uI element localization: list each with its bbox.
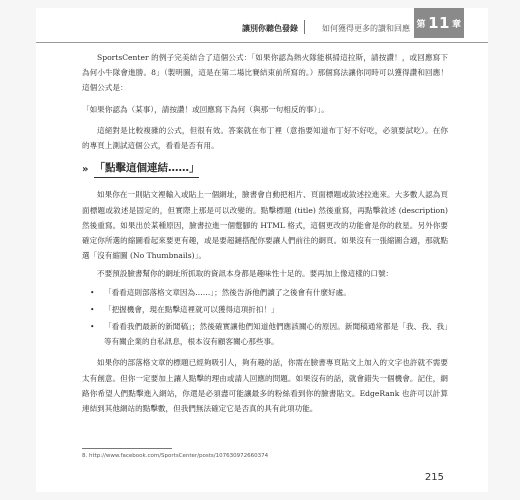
header-divider [304, 20, 305, 34]
paragraph: 這絕對是比較複雜的公式，但很有效。答案就在布丁裡（意指要知道布丁好不好吃，必須要試吃）。在你的專頁上測試這個公式，看看是否有用。 [82, 125, 448, 151]
paragraph: 不要預設臉書幫你的網址所抓取的資訊本身都是趣味性十足的。要再加上像這樣的口號： [97, 269, 394, 279]
heading-marker-icon: » [82, 164, 89, 176]
list-item [82, 302, 448, 317]
chapter-number: 11 [428, 14, 450, 32]
chapter-title: 讓別你聽色發錄 [242, 24, 298, 33]
chapter-tab [414, 8, 464, 38]
section-heading [82, 161, 448, 178]
book-page [36, 8, 488, 492]
page-body [82, 50, 448, 419]
paragraph: 如果你的部落格文章的標題已經夠吸引人，夠有趣的話，你需在臉書專頁貼文上加入的文字也許就不需要太有創意。但你一定要加上讓人點擊的理由或請人回應的問題。如果沒有的話，就會錯失一個機會。記住，網路你希望人們點擊進入網站，你還是必須盡可能讓最多的粉絲看到你的臉書貼文。EdgeRank 也許可以計算連結到其他網站的點擊數，但我們無法確定它是否真的具有此項功能。 [82, 358, 448, 414]
paragraph: SportsCenter 的例子完美結合了這個公式：「如果你認為熱火隊能棋掃這拉斯，請按讚！，或回應寫下為何小牛隊會進勝。8」（製明圖，這是在第二場比賽結束前所寫的。）那個寫法讓你同時可以獲得讚和回應！這個公式是： [82, 53, 448, 93]
list-item [82, 319, 448, 349]
paragraph: 如果你在一則貼文裡輸入或貼上一個網址，臉書會自動把相片、頁面標題或敘述拉進來。大多數人認為頁面標題或敘述是固定的，但實際上那是可以改變的。點擊標題 (title) 然後重寫，再點擊敘述 (description) 然後重寫。如果出於某種原因，臉書拉進一個蹩腳的 HTML 格式，這個更改的功能會是你的救星。另外你要確定你所選的縮圖看起來要更有趣，或是要超鏈搭配你要讓人們前往的網頁。如果沒有一張縮圖合適，那就點選「沒有縮圖 (No Thumbnails)」。 [82, 190, 448, 261]
list-item-text: 「看看這則部落格文章因為……」；然後告訴他們讀了之後會有什麼好處。 [104, 287, 351, 297]
list-item-text: 「把握機會，現在點擊這裡就可以獲得這項折扣！」 [104, 304, 279, 314]
running-header [36, 8, 488, 43]
heading-text: 「點擊這個連結……」 [94, 161, 199, 178]
list-item [82, 285, 448, 300]
bullet-icon: • [90, 322, 95, 332]
bullet-icon: • [90, 304, 95, 314]
footnote-divider [82, 448, 172, 449]
chapter-tab-prefix: 第 [416, 19, 427, 30]
chapter-tab-suffix: 章 [451, 19, 462, 30]
formula-quote: 「如果你認為（某事），請按讚！或回應寫下為何（與那一句相反的事）」。 [82, 104, 329, 114]
section-title: 如何獲得更多的讚和回應 [322, 24, 410, 33]
list-item-text: 「看看我們最新的新聞稿」；然後確實讓他們知道他們應該關心的原因。新聞稿通常都是「我、我、我」等有關企業的自私訊息，根本沒有顧客關心那些事。 [104, 322, 448, 347]
slogan-list [82, 285, 448, 350]
bullet-icon: • [90, 287, 95, 297]
footnote: 8. http://www.facebook.com/SportsCenter/posts/107630972660374 [82, 453, 269, 459]
page-number: 215 [424, 472, 444, 483]
